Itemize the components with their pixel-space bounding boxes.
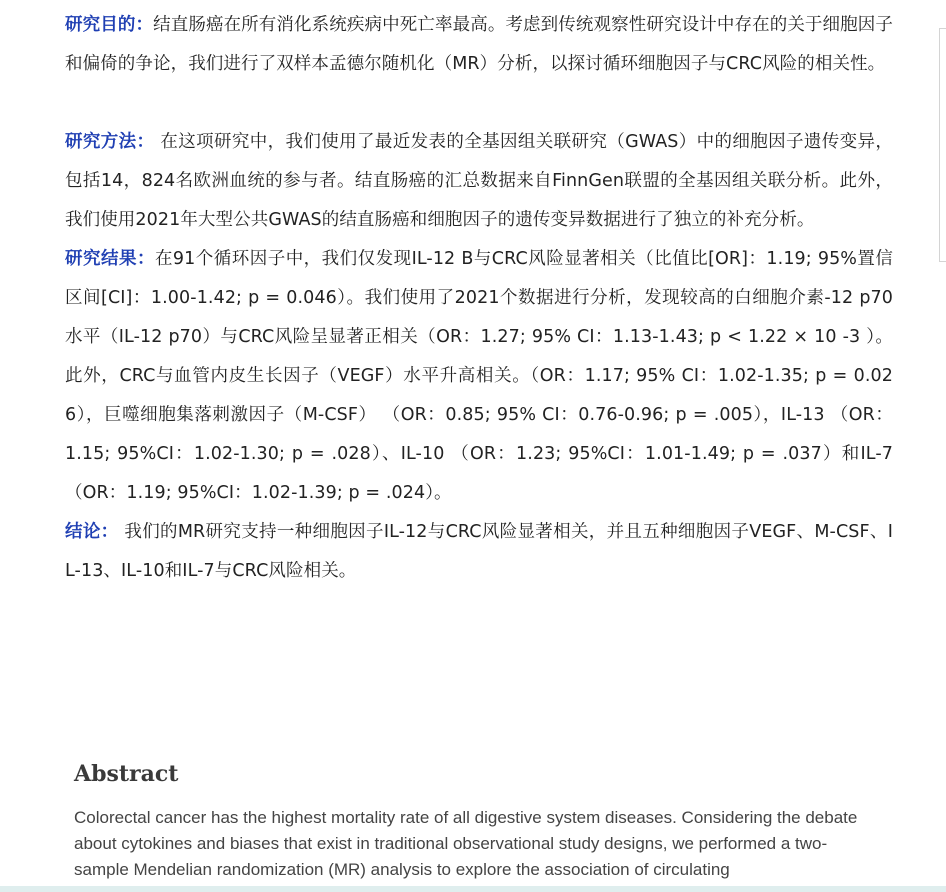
- purpose-paragraph: [65, 6, 893, 84]
- conclusion-paragraph: [65, 513, 893, 591]
- abstract-title: Abstract: [74, 761, 179, 787]
- english-abstract: [74, 755, 864, 883]
- abstract-text: Colorectal cancer has the highest mortality rate of all digestive system diseases. Considering the debate about cytokines and biases that exist in traditional observational study designs, we performed a two-sample Mendelian randomization (MR) analysis to explore the association of circulating: [74, 808, 858, 879]
- conclusion-text: 我们的MR研究支持一种细胞因子IL-12与CRC风险显著相关，并且五种细胞因子VEGF、M-CSF、IL-13、IL-10和IL-7与CRC风险相关。: [65, 522, 893, 581]
- scrollbar[interactable]: [939, 28, 946, 262]
- methods-paragraph: [65, 123, 893, 240]
- chinese-summary: [65, 6, 893, 591]
- results-text: 在91个循环因子中，我们仅发现IL-12 B与CRC风险显著相关（比值比[OR]：1.19; 95%置信区间[CI]：1.00-1.42; p = 0.046）。我们使用了2021个数据进行分析，发现较高的白细胞介素-12 p70水平（IL-12 p70）与CRC风险呈显著正相关（OR：1.27; 95% CI：1.13-1.43; p < 1.22 × 10 -3 ）。此外，CRC与血管内皮生长因子（VEGF）水平升高相关。（OR：1.17; 95% CI：1.02-1.35; p = 0.026），巨噬细胞集落刺激因子（M-CSF） （OR：0.85; 95% CI：0.76-0.96; p = .005），IL-13 （OR：1.15; 95%CI：1.02-1.30; p = .028）、IL-10 （OR：1.23; 95%CI：1.01-1.49; p = .037）和IL-7（OR：1.19; 95%CI：1.02-1.39; p = .024）。: [65, 249, 894, 503]
- purpose-heading: 研究目的：: [65, 15, 154, 35]
- purpose-text: 结直肠癌在所有消化系统疾病中死亡率最高。考虑到传统观察性研究设计中存在的关于细胞因子和偏倚的争论，我们进行了双样本孟德尔随机化（MR）分析，以探讨循环细胞因子与CRC风险的相关性。: [65, 15, 894, 74]
- conclusion-heading: 结论：: [65, 522, 119, 542]
- methods-heading: 研究方法：: [65, 132, 155, 152]
- results-paragraph: [65, 240, 893, 513]
- bottom-status-bar: [0, 886, 946, 892]
- methods-text: 在这项研究中，我们使用了最近发表的全基因组关联研究（GWAS）中的细胞因子遗传变异，包括14，824名欧洲血统的参与者。结直肠癌的汇总数据来自FinnGen联盟的全基因组关联分析。此外，我们使用2021年大型公共GWAS的结直肠癌和细胞因子的遗传变异数据进行了独立的补充分析。: [65, 132, 893, 230]
- results-heading: 研究结果：: [65, 249, 155, 269]
